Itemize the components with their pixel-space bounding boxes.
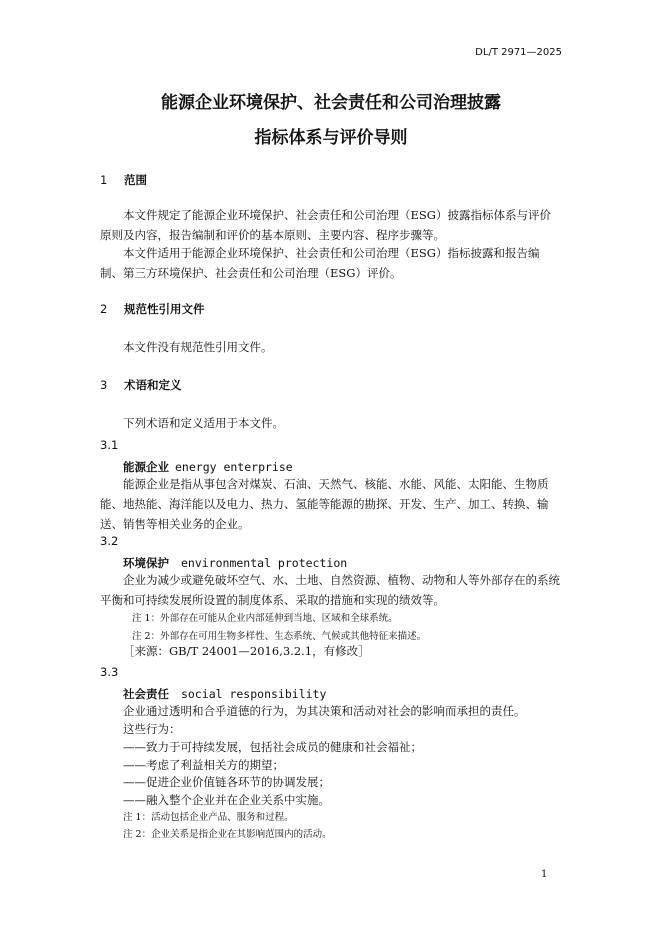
clause-number: 3.3: [100, 665, 119, 679]
term-en: environmental protection: [181, 556, 348, 570]
term-definition: 企业通过透明和合乎道德的行为，为其决策和活动对社会的影响而承担的责任。: [123, 704, 526, 718]
term-note: 注 2：外部存在可用生物多样性、生态系统、气候或其他特征来描述。: [132, 631, 427, 642]
term-zh: 环境保护: [123, 556, 169, 570]
section-heading-scope: [100, 172, 147, 188]
section-title: 范围: [124, 173, 147, 187]
term-definition: [100, 474, 562, 534]
section-number: 1: [100, 173, 108, 187]
section-heading-normative: [100, 301, 205, 317]
term-note: 注 2：企业关系是指企业在其影响范围内的活动。: [123, 829, 332, 840]
document-title-line-1: 能源企业环境保护、社会责任和公司治理披露: [161, 93, 501, 113]
scope-paragraph-1: [100, 205, 562, 245]
behavior-item: ——致力于可持续发展，包括社会成员的健康和社会福祉；: [123, 740, 422, 754]
behavior-item: ——考虑了利益相关方的期望；: [123, 758, 284, 772]
term-definition-text: 企业为减少或避免破坏空气、水、土地、自然资源、植物、动物和人等外部存在的系统平衡和可持续发展所设置的制度体系、采取的措施和实现的绩效等。: [100, 573, 560, 607]
scope-text-1: 本文件规定了能源企业环境保护、社会责任和公司治理（ESG）披露指标体系与评价原则及内容，报告编制和评价的基本原则、主要内容、程序步骤等。: [100, 208, 551, 242]
normative-text: 本文件没有规范性引用文件。: [123, 340, 273, 354]
term-zh: 社会责任: [123, 687, 169, 701]
scope-paragraph-2: [100, 243, 562, 283]
clause-number: 3.1: [100, 438, 119, 452]
term-en: energy enterprise: [175, 460, 293, 474]
behaviors-label: 这些行为：: [123, 722, 181, 736]
term-zh: 能源企业: [123, 460, 169, 474]
term-definition: [100, 570, 562, 610]
section-number: 3: [100, 378, 108, 392]
behavior-item: ——促进企业价值链各环节的协调发展；: [123, 775, 330, 789]
terms-intro: 下列术语和定义适用于本文件。: [123, 416, 284, 430]
term-en: social responsibility: [181, 687, 327, 701]
page-number: 1: [541, 869, 548, 880]
section-heading-terms: [100, 377, 182, 393]
document-title-line-2: 指标体系与评价导则: [254, 128, 408, 148]
section-number: 2: [100, 302, 108, 316]
behavior-item: ——融入整个企业并在企业关系中实施。: [123, 793, 330, 807]
clause-number: 3.2: [100, 534, 119, 548]
term-note: 注 1：活动包括企业产品、服务和过程。: [123, 812, 294, 823]
term-heading: [123, 459, 293, 475]
term-source: ［来源：GB/T 24001—2016,3.2.1，有修改］: [123, 644, 370, 658]
term-heading: [123, 555, 347, 571]
standard-number: DL/T 2971—2025: [475, 47, 562, 58]
term-heading: [123, 686, 326, 702]
term-note: 注 1：外部存在可能从企业内部延伸到当地、区域和全球系统。: [132, 613, 398, 624]
section-title: 规范性引用文件: [124, 302, 205, 316]
scope-text-2: 本文件适用于能源企业环境保护、社会责任和公司治理（ESG）指标披露和报告编制、第三方环境保护、社会责任和公司治理（ESG）评价。: [100, 246, 540, 280]
section-title: 术语和定义: [124, 378, 182, 392]
term-definition-text: 能源企业是指从事包含对煤炭、石油、天然气、核能、水能、风能、太阳能、生物质能、地热能、海洋能以及电力、热力、氢能等能源的勘探、开发、生产、加工、转换、输送、销售等相关业务的企业。: [100, 477, 549, 531]
